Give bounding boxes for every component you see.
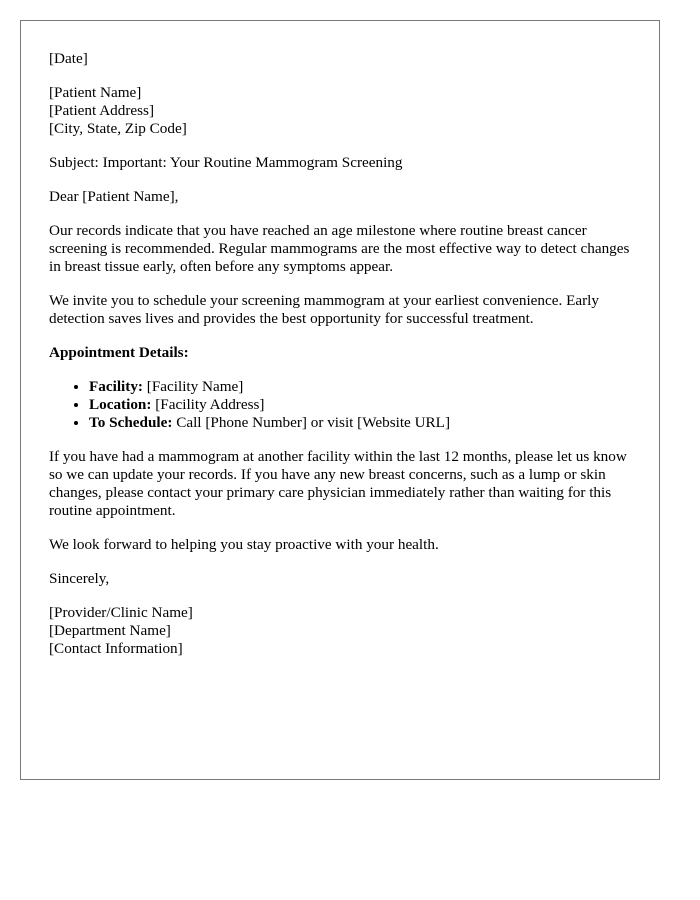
detail-value: [Facility Name] [142, 378, 244, 395]
detail-label: Facility: [89, 378, 143, 395]
detail-value: [Facility Address] [151, 396, 265, 413]
recipient-address: [Patient Address] [49, 102, 155, 119]
appointment-details-heading: Appointment Details: [49, 344, 189, 361]
signature-contact: [Contact Information] [49, 640, 183, 657]
body-paragraph-1: Our records indicate that you have reached an age milestone where routine breast cancer screening is recommended. Regular mammograms are the most effective way to detect changes in breast tissue early, often before any symptoms appear. [49, 222, 630, 275]
detail-label: To Schedule: [89, 414, 173, 431]
recipient-name: [Patient Name] [49, 84, 142, 101]
letter-date: [Date] [49, 50, 88, 67]
signature-department: [Department Name] [49, 622, 171, 639]
detail-item-facility [89, 378, 631, 396]
recipient-block [49, 84, 631, 138]
detail-value: Call [Phone Number] or visit [Website URL] [172, 414, 451, 431]
body-paragraph-4: We look forward to helping you stay proactive with your health. [49, 536, 439, 553]
detail-item-location [89, 396, 631, 414]
body-paragraph-3: If you have had a mammogram at another facility within the last 12 months, please let us know so we can update your records. If you have any new breast concerns, such as a lump or skin changes, please contact your primary care physician immediately rather than waiting for this routine appointment. [49, 448, 627, 519]
detail-label: Location: [89, 396, 152, 413]
letter-closing: Sincerely, [49, 570, 110, 587]
letter-subject: Subject: Important: Your Routine Mammogram Screening [49, 154, 403, 171]
signature-provider: [Provider/Clinic Name] [49, 604, 193, 621]
recipient-city-state-zip: [City, State, Zip Code] [49, 120, 187, 137]
body-paragraph-2: We invite you to schedule your screening mammogram at your earliest convenience. Early detection saves lives and provides the best opportunity for successful treatment. [49, 292, 599, 327]
appointment-details-list [49, 378, 631, 432]
letter-salutation: Dear [Patient Name], [49, 188, 179, 205]
detail-item-schedule [89, 414, 631, 432]
signature-block [49, 604, 631, 658]
letter-page [20, 20, 660, 780]
